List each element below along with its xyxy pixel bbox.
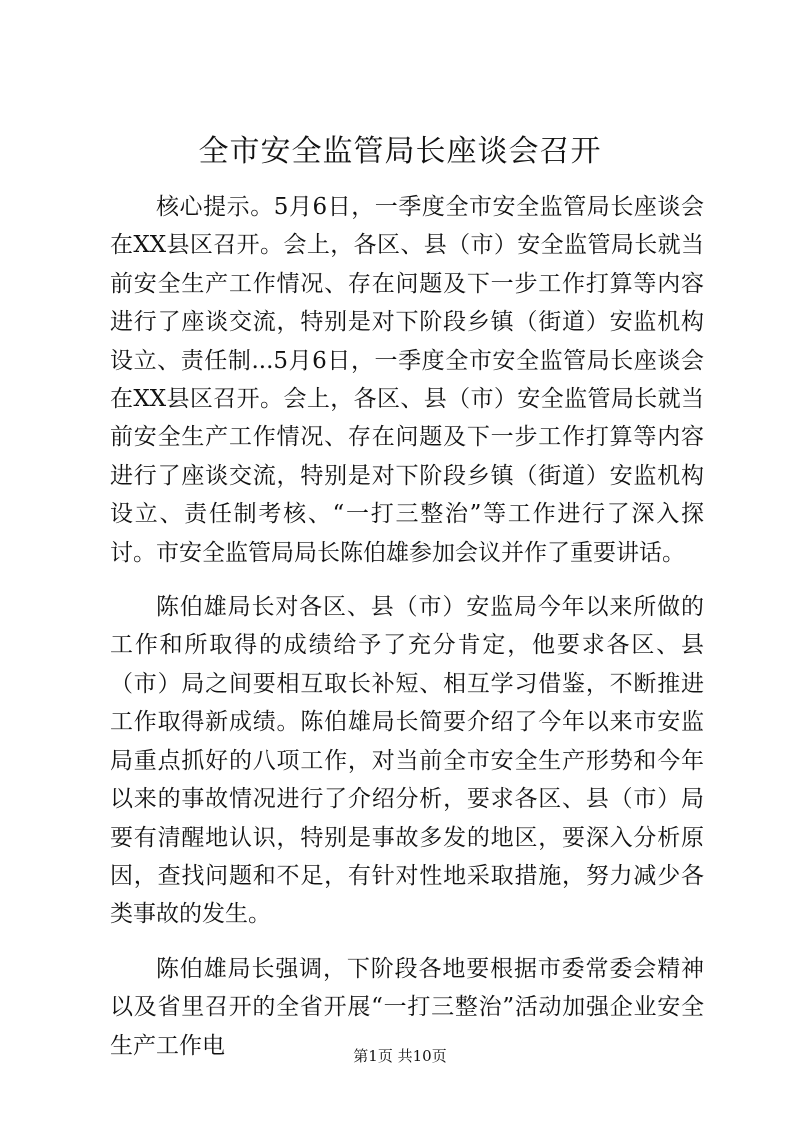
paragraph-2: 陈伯雄局长对各区、县（市）安监局今年以来所做的工作和所取得的成绩给予了充分肯定，他要求各区、县（市）局之间要相互取长补短、相互学习借鉴，不断推进工作取得新成绩。陈伯雄局长简要介绍了今年以来市安监局重点抓好的八项工作，对当前全市安全生产形势和今年以来的事故情况进行了介绍分析，要求各区、县（市）局要有清醒地认识，特别是事故多发的地区，要深入分析原因，查找问题和不足，有针对性地采取措施，努力减少各类事故的发生。: [110, 594, 704, 928]
paragraph-3: 陈伯雄局长强调，下阶段各地要根据市委常委会精神以及省里召开的全省开展“一打三整治”活动加强企业安全生产工作电: [110, 955, 704, 1059]
document-body: [110, 188, 704, 1081]
page-footer: 第1页 共10页: [353, 1047, 447, 1065]
document-title: 全市安全监管局长座谈会召开: [198, 134, 602, 169]
paragraph-1: 核心提示。5月6日，一季度全市安全监管局长座谈会在XX县区召开。会上，各区、县（市）安全监管局长就当前安全生产工作情况、存在问题及下一步工作打算等内容进行了座谈交流，特别是对下阶段乡镇（街道）安监机构设立、责任制...5月6日，一季度全市安全监管局长座谈会在XX县区召开。会上，各区、县（市）安全监管局长就当前安全生产工作情况、存在问题及下一步工作打算等内容进行了座谈交流，特别是对下阶段乡镇（街道）安监机构设立、责任制考核、“一打三整治”等工作进行了深入探讨。市安全监管局局长陈伯雄参加会议并作了重要讲话。: [110, 194, 704, 566]
